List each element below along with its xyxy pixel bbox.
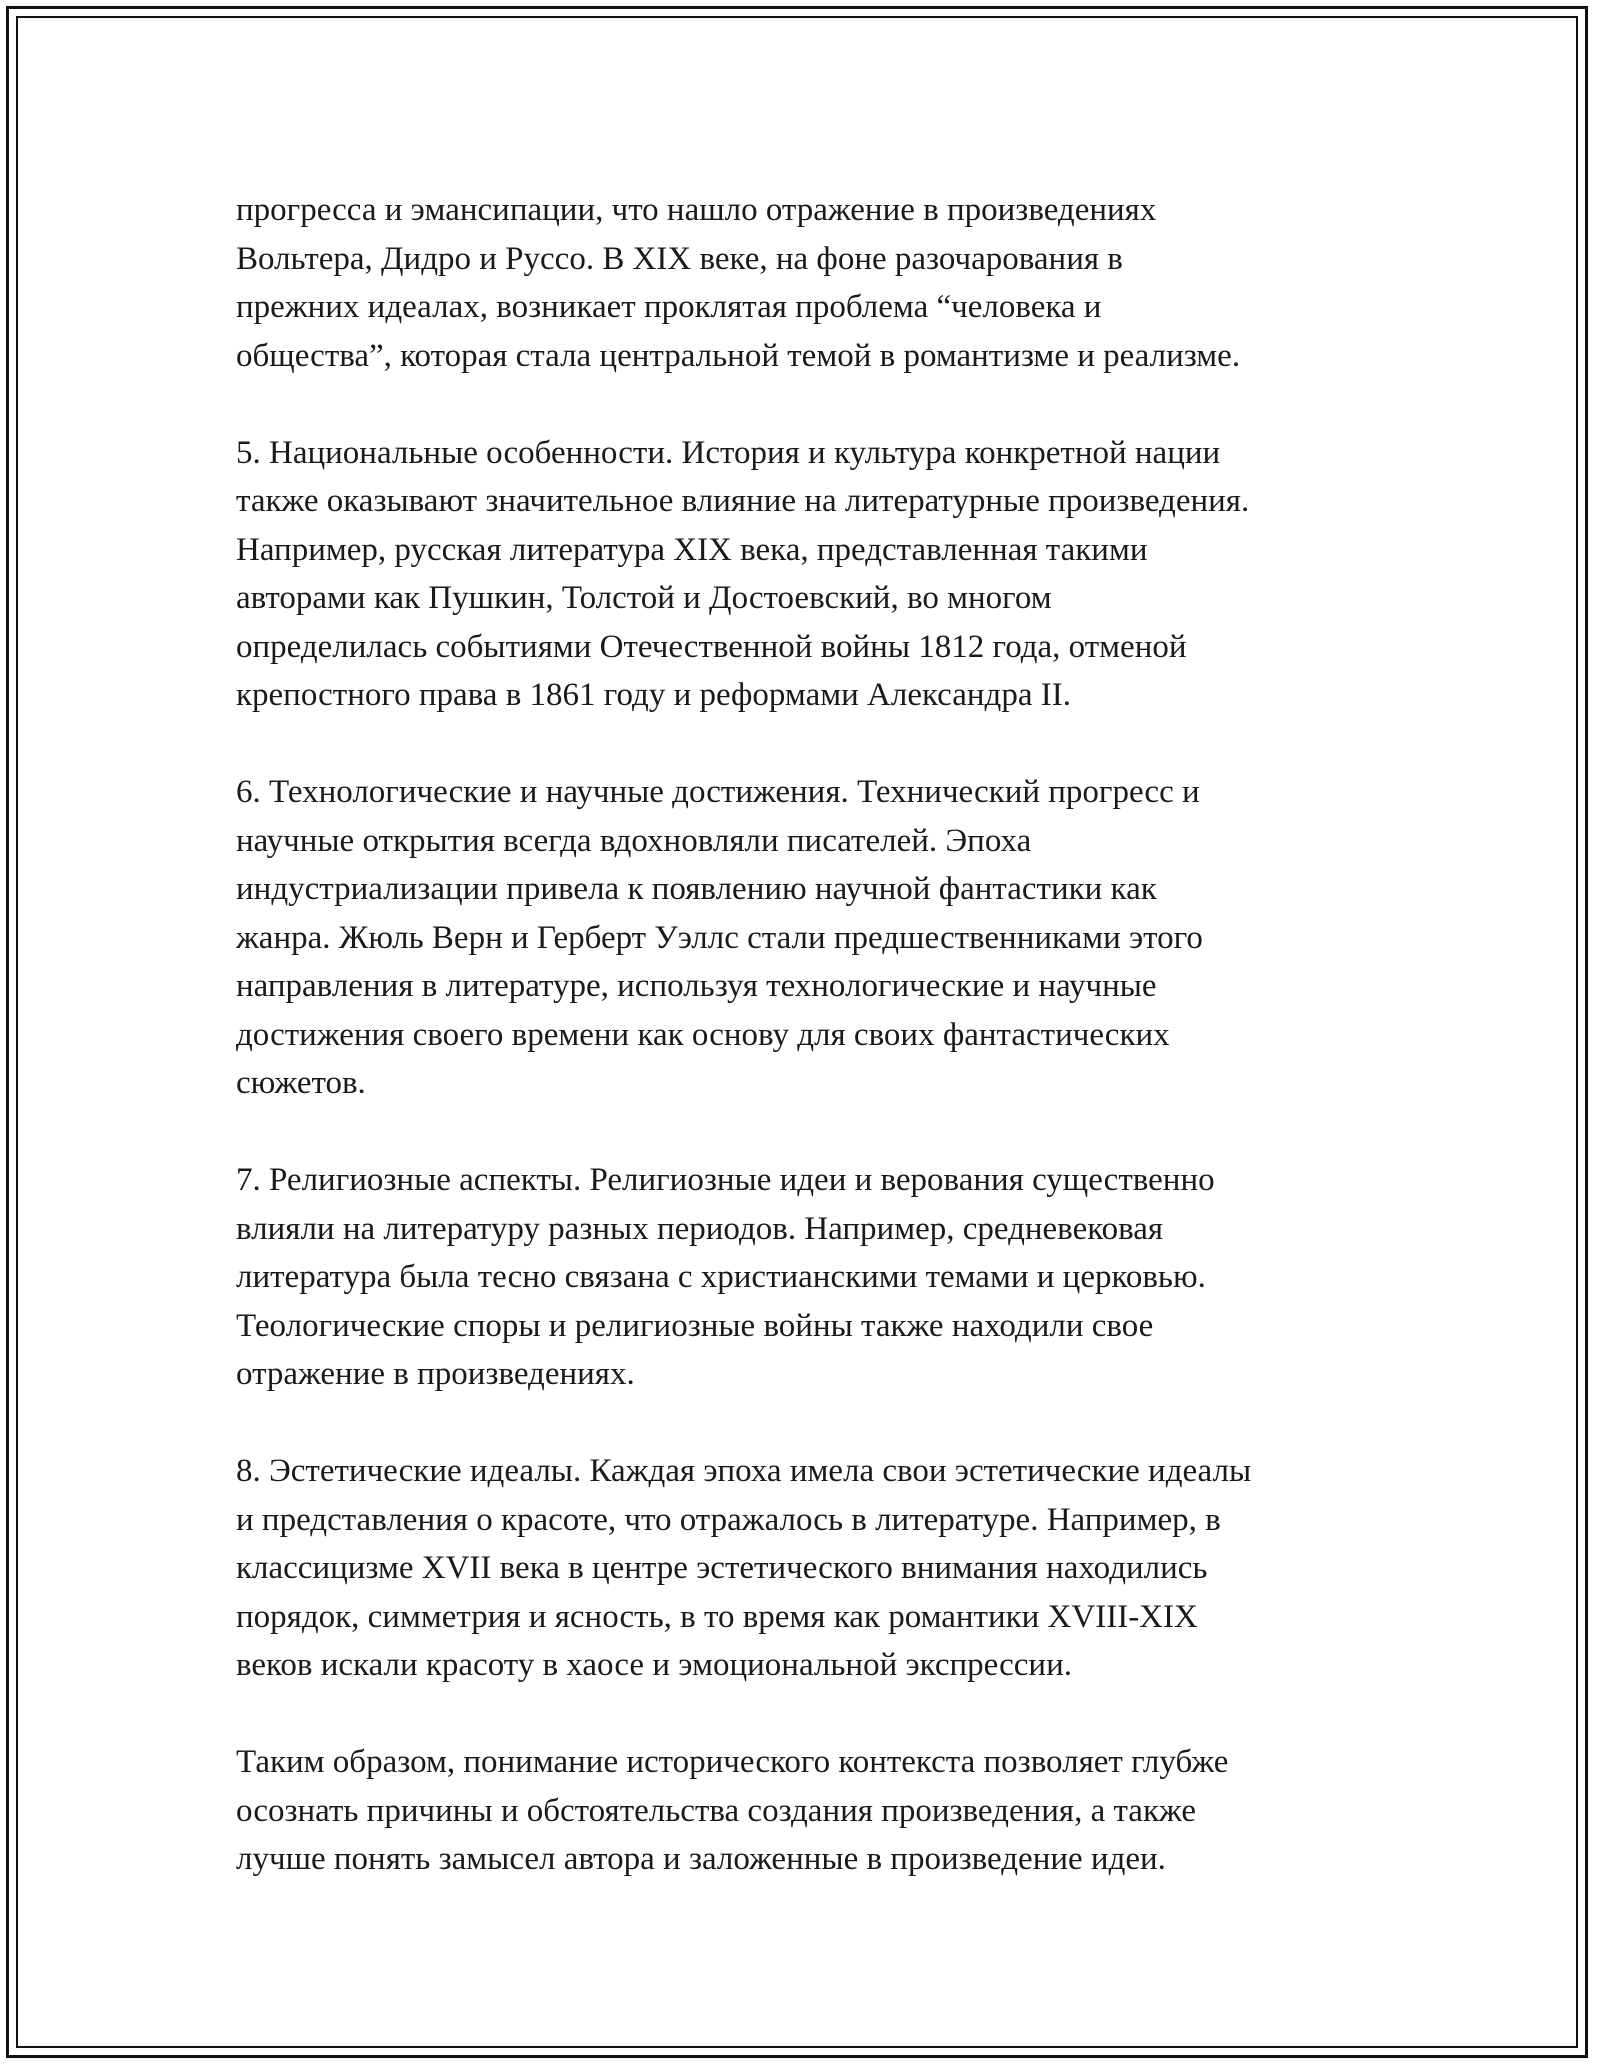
text-line: жанра. Жюль Верн и Герберт Уэллс стали предшественниками этого bbox=[236, 919, 1203, 956]
paragraph-religion bbox=[236, 1156, 1376, 1399]
text-line: 6. Технологические и научные достижения. Технический прогресс и bbox=[236, 774, 1200, 810]
paragraph-conclusion bbox=[236, 1738, 1376, 1884]
text-line: осознать причины и обстоятельства создания произведения, а также bbox=[236, 1792, 1196, 1829]
text-line: научные открытия всегда вдохновляли писателей. Эпоха bbox=[236, 822, 1032, 859]
text-line: Вольтера, Дидро и Руссо. В XIX веке, на фоне разочарования в bbox=[236, 240, 1123, 277]
document-body bbox=[236, 186, 1376, 1884]
paragraph-technology bbox=[236, 768, 1376, 1108]
text-line: индустриализации привела к появлению научной фантастики как bbox=[236, 871, 1157, 907]
text-line: и представления о красоте, что отражалось в литературе. Например, в bbox=[236, 1501, 1221, 1538]
paragraph-aesthetics bbox=[236, 1447, 1376, 1690]
text-line: Например, русская литература XIX века, представленная такими bbox=[236, 531, 1148, 568]
text-line: крепостного права в 1861 году и реформами Александра II. bbox=[236, 677, 1071, 713]
text-line: авторами как Пушкин, Толстой и Достоевский, во многом bbox=[236, 580, 1052, 616]
text-line: лучше понять замысел автора и заложенные в произведение идеи. bbox=[236, 1841, 1166, 1877]
text-line: 7. Религиозные аспекты. Религиозные идеи и верования существенно bbox=[236, 1162, 1215, 1198]
text-line: достижения своего времени как основу для своих фантастических bbox=[236, 1016, 1170, 1053]
text-line: порядок, симметрия и ясность, в то время как романтики XVIII-XIX bbox=[236, 1598, 1198, 1635]
text-line: отражение в произведениях. bbox=[236, 1356, 635, 1392]
text-line: определилась событиями Отечественной войны 1812 года, отменой bbox=[236, 628, 1187, 665]
text-line: направления в литературе, используя технологические и научные bbox=[236, 968, 1157, 1004]
text-line: веков искали красоту в хаосе и эмоциональной экспрессии. bbox=[236, 1647, 1073, 1683]
text-line: классицизме XVII века в центре эстетического внимания находились bbox=[236, 1550, 1208, 1586]
paragraph-continuation bbox=[236, 186, 1376, 380]
text-line: также оказывают значительное влияние на литературные произведения. bbox=[236, 483, 1250, 519]
paragraph-national-features bbox=[236, 429, 1376, 720]
text-line: влияли на литературу разных периодов. Например, средневековая bbox=[236, 1210, 1164, 1247]
text-line: общества”, которая стала центральной темой в романтизме и реализме. bbox=[236, 337, 1241, 374]
text-line: Теологические споры и религиозные войны также находили свое bbox=[236, 1307, 1154, 1344]
text-line: сюжетов. bbox=[236, 1065, 366, 1101]
text-line: 8. Эстетические идеалы. Каждая эпоха имела свои эстетические идеалы bbox=[236, 1453, 1252, 1489]
text-line: 5. Национальные особенности. История и культура конкретной нации bbox=[236, 434, 1221, 471]
text-line: прежних идеалах, возникает проклятая проблема “человека и bbox=[236, 289, 1102, 325]
text-line: литература была тесно связана с христианскими темами и церковью. bbox=[236, 1259, 1206, 1295]
text-line: прогресса и эмансипации, что нашло отражение в произведениях bbox=[236, 192, 1157, 228]
text-line: Таким образом, понимание исторического контекста позволяет глубже bbox=[236, 1744, 1229, 1780]
